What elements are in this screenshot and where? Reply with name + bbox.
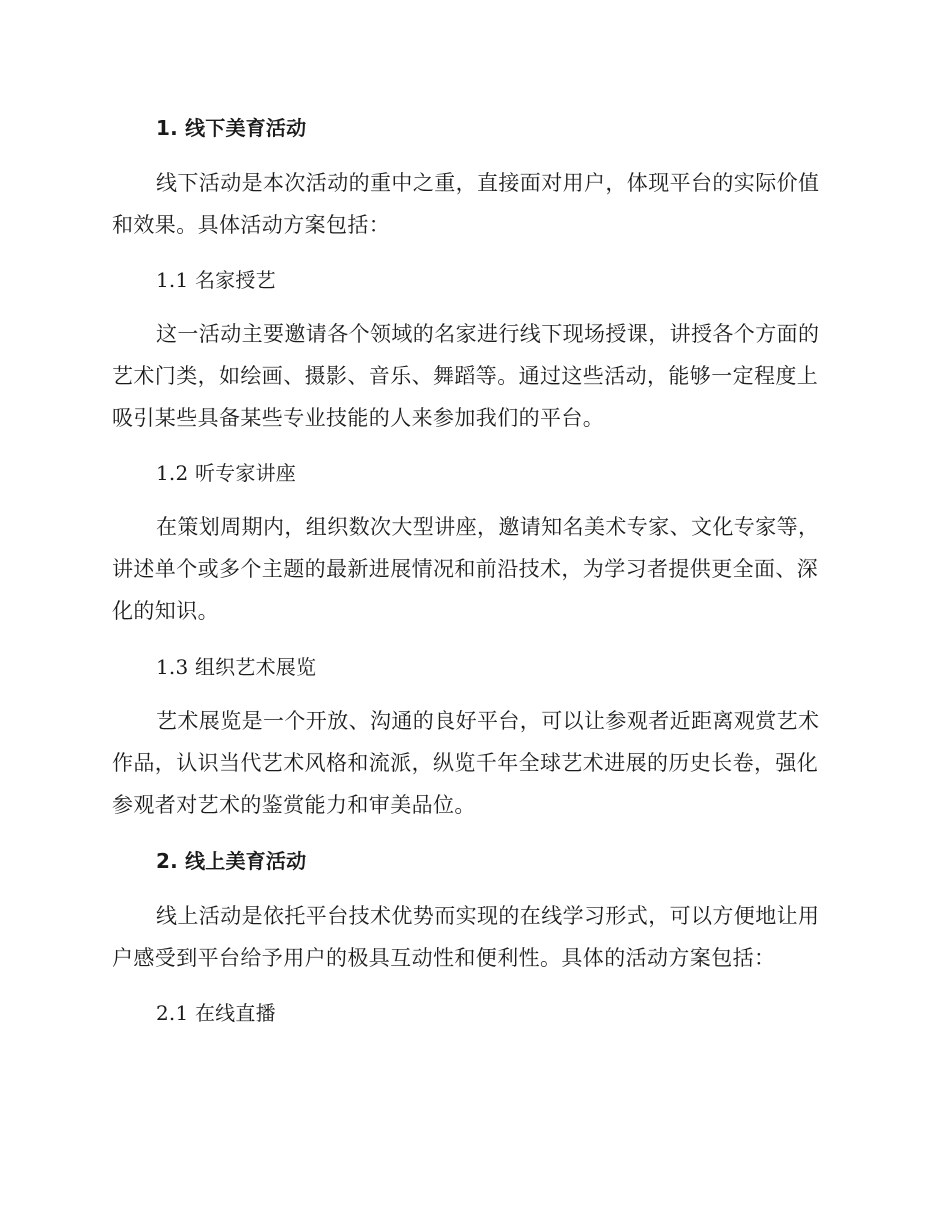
subsection-heading-masters: 1.1 名家授艺 bbox=[156, 268, 276, 292]
paragraph-line: 线下活动是本次活动的重中之重，直接面对用户，体现平台的实际价值 bbox=[156, 171, 820, 195]
paragraph-line: 吸引某些具备某些专业技能的人来参加我们的平台。 bbox=[112, 406, 605, 430]
section-heading-online: 2. 线上美育活动 bbox=[156, 849, 307, 873]
paragraph-line: 和效果。具体活动方案包括： bbox=[112, 213, 391, 237]
paragraph-line: 线上活动是依托平台技术优势而实现的在线学习形式，可以方便地让用 bbox=[156, 904, 820, 928]
paragraph-line: 艺术展览是一个开放、沟通的良好平台，可以让参观者近距离观赏艺术 bbox=[156, 709, 820, 733]
paragraph-line: 参观者对艺术的鉴赏能力和审美品位。 bbox=[112, 793, 476, 817]
paragraph-line: 作品，认识当代艺术风格和流派，纵览千年全球艺术进展的历史长卷，强化 bbox=[112, 751, 819, 775]
subsection-heading-exhibition: 1.3 组织艺术展览 bbox=[156, 655, 317, 679]
paragraph-line: 化的知识。 bbox=[112, 599, 219, 623]
paragraph-line: 这一活动主要邀请各个领域的名家进行线下现场授课，讲授各个方面的 bbox=[156, 322, 820, 346]
paragraph-line: 在策划周期内，组织数次大型讲座，邀请知名美术专家、文化专家等， bbox=[156, 515, 820, 539]
subsection-heading-lectures: 1.2 听专家讲座 bbox=[156, 461, 296, 485]
subsection-heading-livestream: 2.1 在线直播 bbox=[156, 1001, 276, 1025]
paragraph-line: 户感受到平台给予用户的极具互动性和便利性。具体的活动方案包括： bbox=[112, 946, 776, 970]
paragraph-line: 艺术门类，如绘画、摄影、音乐、舞蹈等。通过这些活动，能够一定程度上 bbox=[112, 364, 819, 388]
paragraph-line: 讲述单个或多个主题的最新进展情况和前沿技术，为学习者提供更全面、深 bbox=[112, 557, 819, 581]
section-heading-offline: 1. 线下美育活动 bbox=[156, 116, 307, 140]
